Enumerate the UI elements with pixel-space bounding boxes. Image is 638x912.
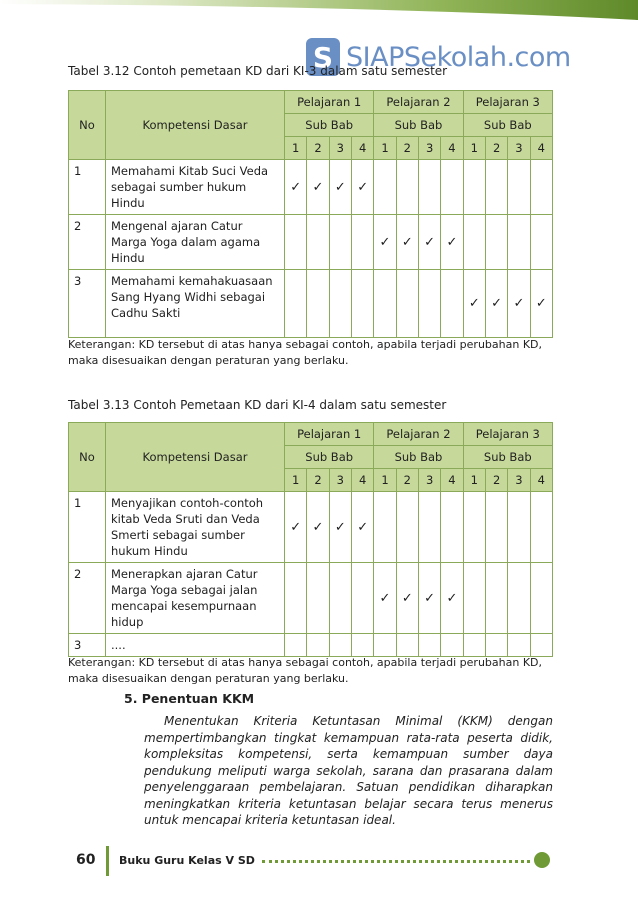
table1-head-num: 1 — [285, 137, 307, 160]
check-cell — [508, 160, 530, 215]
table2-note: Keterangan: KD tersebut di atas hanya sebagai contoh, apabila terjadi perubahan KD, maka disesuaikan dengan peraturan yang berlaku. — [68, 656, 542, 685]
header-decoration — [0, 0, 638, 20]
book-title: Buku Guru Kelas V SD — [119, 854, 255, 867]
check-cell: ✓ — [463, 270, 485, 338]
table2-caption: Tabel 3.13 Contoh Pemetaan KD dari KI-4 dalam satu semester — [68, 398, 447, 412]
check-cell: ✓ — [285, 160, 307, 215]
watermark-text: SIAPSekolah.com — [346, 41, 571, 73]
check-cell: ✓ — [374, 563, 396, 634]
check-cell — [530, 563, 552, 634]
table-row — [69, 634, 553, 657]
check-cell — [418, 160, 440, 215]
row-kd: Menerapkan ajaran Catur Marga Yoga sebagai jalan mencapai kesempurnaan hidup — [106, 563, 285, 634]
page-number: 60 — [76, 852, 96, 868]
check-cell — [530, 160, 552, 215]
check-cell: ✓ — [285, 492, 307, 563]
check-cell: ✓ — [530, 270, 552, 338]
table1-head-num: 4 — [441, 137, 463, 160]
check-cell: ✓ — [441, 563, 463, 634]
check-cell — [463, 634, 485, 657]
table1-head-lesson-3: Pelajaran 3 — [463, 91, 552, 114]
check-cell — [441, 492, 463, 563]
table1-head-num: 2 — [485, 137, 507, 160]
check-cell — [463, 215, 485, 270]
section-heading: 5. Penentuan KKM — [124, 691, 255, 706]
row-no: 1 — [69, 492, 106, 563]
table1-head-subbab-1: Sub Bab — [285, 114, 374, 137]
check-cell — [351, 270, 373, 338]
check-cell — [374, 492, 396, 563]
check-cell — [530, 492, 552, 563]
check-cell — [329, 270, 351, 338]
table-row — [69, 492, 553, 563]
section-paragraph: Menentukan Kriteria Ketuntasan Minimal (KKM) dengan mempertimbangkan tingkat kemampuan rata-rata peserta didik, kompleksitas kompetensi, serta kemampuan sumber daya pendukung meliputi warga sekolah, sarana dan prasarana dalam penyelenggaraan pembelajaran. Satuan pendidikan diharapkan meningkatkan kriteria ketuntasan belajar secara terus menerus untuk mencapai kriteria ketuntasan ideal. — [144, 714, 553, 827]
table2-head-no: No — [69, 423, 106, 492]
check-cell — [485, 492, 507, 563]
check-cell — [463, 492, 485, 563]
check-cell — [374, 270, 396, 338]
check-cell — [485, 160, 507, 215]
table1-head-num: 1 — [463, 137, 485, 160]
check-cell: ✓ — [374, 215, 396, 270]
row-kd: Memahami Kitab Suci Veda sebagai sumber hukum Hindu — [106, 160, 285, 215]
check-cell — [441, 270, 463, 338]
check-cell — [374, 634, 396, 657]
watermark-logo: S — [306, 38, 340, 76]
table1-head-subbab-2: Sub Bab — [374, 114, 463, 137]
check-cell: ✓ — [396, 563, 418, 634]
check-cell: ✓ — [508, 270, 530, 338]
table1-head-num: 3 — [508, 137, 530, 160]
check-cell: ✓ — [441, 215, 463, 270]
check-cell: ✓ — [329, 492, 351, 563]
row-kd: .... — [106, 634, 285, 657]
check-cell — [441, 160, 463, 215]
row-no: 2 — [69, 563, 106, 634]
row-kd: Mengenal ajaran Catur Marga Yoga dalam agama Hindu — [106, 215, 285, 270]
check-cell — [374, 160, 396, 215]
table2-head-num: 2 — [485, 469, 507, 492]
table2-head-num: 4 — [530, 469, 552, 492]
table2-head-lesson-3: Pelajaran 3 — [463, 423, 552, 446]
check-cell — [307, 215, 329, 270]
row-no: 3 — [69, 634, 106, 657]
check-cell — [307, 270, 329, 338]
table2-head-num: 1 — [285, 469, 307, 492]
check-cell — [285, 215, 307, 270]
table2-head-subbab-3: Sub Bab — [463, 446, 552, 469]
check-cell: ✓ — [396, 215, 418, 270]
check-cell — [508, 492, 530, 563]
footer-dotted-line — [262, 860, 530, 863]
table1-head-num: 2 — [307, 137, 329, 160]
check-cell — [329, 215, 351, 270]
table-row — [69, 215, 553, 270]
table2-head-num: 4 — [441, 469, 463, 492]
table1-head-lesson-1: Pelajaran 1 — [285, 91, 374, 114]
check-cell — [530, 634, 552, 657]
check-cell: ✓ — [351, 160, 373, 215]
table2 — [68, 422, 553, 657]
check-cell — [508, 563, 530, 634]
table1 — [68, 90, 553, 338]
table2-head-subbab-1: Sub Bab — [285, 446, 374, 469]
table1-head-lesson-2: Pelajaran 2 — [374, 91, 463, 114]
check-cell — [418, 492, 440, 563]
table2-head-lesson-1: Pelajaran 1 — [285, 423, 374, 446]
check-cell — [351, 634, 373, 657]
check-cell — [329, 563, 351, 634]
row-no: 1 — [69, 160, 106, 215]
page-footer — [0, 846, 638, 876]
check-cell: ✓ — [485, 270, 507, 338]
table1-head-num: 2 — [396, 137, 418, 160]
check-cell: ✓ — [307, 160, 329, 215]
check-cell — [396, 160, 418, 215]
table2-head-kd: Kompetensi Dasar — [106, 423, 285, 492]
check-cell: ✓ — [418, 563, 440, 634]
check-cell — [485, 634, 507, 657]
check-cell — [396, 270, 418, 338]
check-cell — [329, 634, 351, 657]
check-cell — [418, 270, 440, 338]
table-row — [69, 160, 553, 215]
check-cell — [508, 215, 530, 270]
table2-head-num: 2 — [307, 469, 329, 492]
check-cell: ✓ — [351, 492, 373, 563]
table1-head-num: 3 — [418, 137, 440, 160]
table2-head-num: 3 — [508, 469, 530, 492]
table2-head-num: 3 — [329, 469, 351, 492]
check-cell — [351, 563, 373, 634]
table1-head-no: No — [69, 91, 106, 160]
check-cell — [285, 563, 307, 634]
table-row — [69, 563, 553, 634]
check-cell — [530, 215, 552, 270]
row-kd: Menyajikan contoh-contoh kitab Veda Sruti dan Veda Smerti sebagai sumber hukum Hindu — [106, 492, 285, 563]
row-no: 2 — [69, 215, 106, 270]
check-cell — [463, 563, 485, 634]
check-cell — [485, 215, 507, 270]
table1-head-subbab-3: Sub Bab — [463, 114, 552, 137]
table-row — [69, 270, 553, 338]
table2-head-subbab-2: Sub Bab — [374, 446, 463, 469]
table1-head-num: 4 — [530, 137, 552, 160]
table1-head-kd: Kompetensi Dasar — [106, 91, 285, 160]
table1-head-num: 3 — [329, 137, 351, 160]
row-no: 3 — [69, 270, 106, 338]
table1-head-num: 1 — [374, 137, 396, 160]
row-kd: Memahami kemahakuasaan Sang Hyang Widhi sebagai Cadhu Sakti — [106, 270, 285, 338]
table1-note: Keterangan: KD tersebut di atas hanya sebagai contoh, apabila terjadi perubahan KD, maka disesuaikan dengan peraturan yang berlaku. — [68, 338, 542, 367]
table2-head-lesson-2: Pelajaran 2 — [374, 423, 463, 446]
check-cell — [285, 634, 307, 657]
table1-caption: Tabel 3.12 Contoh pemetaan KD dari KI-3 dalam satu semester — [68, 64, 448, 78]
check-cell — [485, 563, 507, 634]
check-cell — [285, 270, 307, 338]
check-cell — [396, 634, 418, 657]
footer-divider — [106, 846, 109, 876]
table2-head-num: 1 — [374, 469, 396, 492]
check-cell — [307, 634, 329, 657]
check-cell — [396, 492, 418, 563]
check-cell: ✓ — [329, 160, 351, 215]
table2-head-num: 1 — [463, 469, 485, 492]
check-cell — [508, 634, 530, 657]
check-cell — [418, 634, 440, 657]
table1-head-num: 4 — [351, 137, 373, 160]
table2-head-num: 4 — [351, 469, 373, 492]
check-cell — [463, 160, 485, 215]
check-cell: ✓ — [418, 215, 440, 270]
check-cell: ✓ — [307, 492, 329, 563]
table2-head-num: 2 — [396, 469, 418, 492]
check-cell — [307, 563, 329, 634]
footer-circle-icon — [534, 852, 550, 868]
table2-head-num: 3 — [418, 469, 440, 492]
check-cell — [351, 215, 373, 270]
check-cell — [441, 634, 463, 657]
